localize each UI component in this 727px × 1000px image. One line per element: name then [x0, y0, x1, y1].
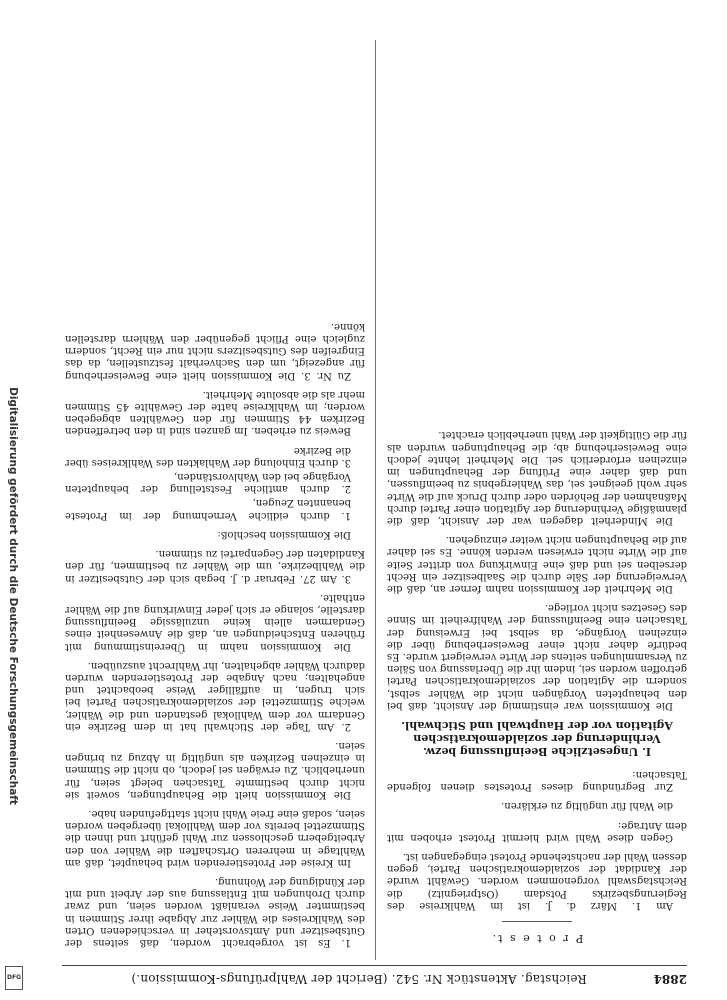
digitization-sidebar: [2, 0, 24, 1000]
numbered-list: [65, 443, 365, 520]
running-title: Reichstag. Aktenstück Nr. 542. (Bericht der Wahlprüfungs-Kommission.): [131, 972, 587, 986]
paragraph: Die Kommission hielt die Behauptungen, soweit sie nicht durch bestimmte Tatsachen belegt seien, für unerheblich. Zu erwägen sei jedoch, ob nicht die Stimmen in einzelnen Bezirken als ungültig in Abzug zu bringen seien.: [65, 739, 365, 800]
page-number: 2884: [653, 972, 687, 986]
section-label: P r o t e s t.: [490, 932, 584, 945]
header-rule: [62, 965, 687, 966]
paragraph: die Wahl für ungültig zu erklären.: [501, 800, 673, 812]
paragraph: 1. Es ist vorgebracht worden, daß seitens der Gutsbesitzer und Amtsvorsteher in verschiedenen Orten des Wahlkreises die Wähler zur Abgabe ihrer Stimmen in bestimmter Weise veranlaßt worden seien, und zwar durch Drohungen mit Entlassung aus der Arbeit und mit der Kündigung der Wohnung.: [65, 875, 365, 948]
paragraph: Die Kommission beschloß:: [217, 528, 351, 540]
paragraph: Zur Begründung dieses Protestes dienen folgende Tatsachen:: [387, 768, 687, 793]
paragraph: Die Mehrheit der Kommission nahm ferner an, daß die Verweigerung der Säle durch die Saalbesitzer ein Recht derselben sei und daß eine Einwirkung von dritter Seite auf die Wirte nicht erwiesen werden könne. Es sei daher auf die Behauptungen nicht weiter einzugehen.: [387, 534, 687, 594]
paragraph: 2. Am Tage der Stichwahl hat in dem Bezirke ein Gendarm vor dem Wahllokal gestanden und die Wähler, welche Stimmzettel der sozialdemokratischen Partei bei sich trugen, in auffälliger Weise beobachtet und angehalten; nach Angabe der Protestierenden wurden dadurch Wähler abgehalten, ihr Wahlrecht auszuüben.: [65, 659, 365, 732]
page-content: [62, 12, 687, 988]
left-column: [387, 12, 687, 948]
paragraph: Die Minderheit dagegen war der Ansicht, daß die planmäßige Verhinderung der Agitation einer Partei durch Maßnahmen der Behörden oder durch Druck auf die Wirte sehr wohl geeignet sei, das Wahlergebnis zu beeinflussen, und daß daher eine Prüfung der Behauptungen im einzelnen erforderlich sei. Die Mehrheit lehnte jedoch eine Beweiserhebung ab; die Behauptungen wurden als für die Gültigkeit der Wahl unerheblich erachtet.: [387, 429, 687, 526]
paragraph: Die Kommission war einstimmig der Ansicht, daß bei den behaupteten Vorgängen nicht die Wähler selbst, sondern die Agitation der sozialdemokratischen Partei getroffen worden sei, indem ihr die Überlassung von Sälen zu Versammlungen seitens der Wirte verweigert wurde. Es bedürfe daher nicht einer Beweiserhebung über die einzelnen Vorgänge, da selbst bei Erweisung der Tatsachen eine Beeinflussung der Wahlfreiheit im Sinne des Gesetzes nicht vorliege.: [387, 602, 687, 711]
paragraph: Am 1. März d. J. ist im Wahlkreise des Regierungsbezirks Potsdam (Ostpriegnitz) die Reichstagswahl vorgenommen worden. Gewählt wurde der Kandidat der sozialdemokratischen Partei, gegen dessen Wahl der nachstehende Protest eingegangen ist.: [387, 850, 687, 911]
list-item: 1. durch eidliche Vernehmung der im Proteste benannten Zeugen,: [65, 497, 351, 521]
paragraph: 3. Am 27. Februar d. J. begab sich der Gutsbesitzer in die Wahlbezirke, um die Wähler zu bestimmen, für den Kandidaten der Gegenpartei zu stimmen.: [65, 548, 365, 584]
column-separator: [375, 40, 376, 960]
paragraph: Beweis zu erheben. Im ganzen sind in den betreffenden Bezirken 44 Stimmen für den Gewählten abgegeben worden; im Wahlkreise hatte der Gewählte 45 Stimmen mehr als die absolute Mehrheit.: [65, 388, 365, 437]
paragraph: Zu Nr. 3. Die Kommission hielt eine Beweiserhebung für angezeigt, um den Sachverhalt festzustellen, da das Eingreifen des Gutsbesitzers nicht nur ein Recht, sondern zugleich eine Pflicht gegenüber den Wählern darstellen könne.: [65, 320, 365, 381]
digitization-credit: Digitalisierung gefördert durch die Deutsche Forschungsgemeinschaft: [7, 387, 19, 805]
running-header: [62, 966, 687, 988]
section-rule: [502, 921, 572, 922]
paragraph: Die Kommission nahm in Übereinstimmung mit früheren Entscheidungen an, daß die Anwesenheit eines Gendarmen allein keine unzulässige Beeinflussung darstelle, solange er sich jeder Einwirkung auf die Wähler enthalte.: [65, 591, 365, 652]
dfg-logo: DFG: [5, 966, 23, 990]
list-item: 3. durch Einholung der Wahlakten des Wahlkreises über die Bezirke: [65, 444, 351, 468]
paragraph: Im Kreise der Protestierenden wird behauptet, daß am Wahltage in mehreren Ortschaften die Wähler von den Arbeitgebern geschlossen zur Wahl geführt und ihnen die Stimmzettel bereits vor dem Wahllokal übergeben worden seien, sodaß eine freie Wahl nicht stattgefunden habe.: [65, 807, 365, 868]
right-column: [65, 12, 365, 948]
list-item: 2. durch amtliche Feststellung der behaupteten Vorgänge bei den Wahlvorständen,: [65, 471, 351, 495]
paragraph: Gegen diese Wahl wird hiermit Protest erhoben mit dem Antrage:: [387, 819, 687, 843]
section-heading: I. Ungesetzliche Beeinflussung bezw. Verhinderung der sozialdemokratischen Agitation vor der Hauptwahl und Stichwahl.: [401, 718, 673, 758]
